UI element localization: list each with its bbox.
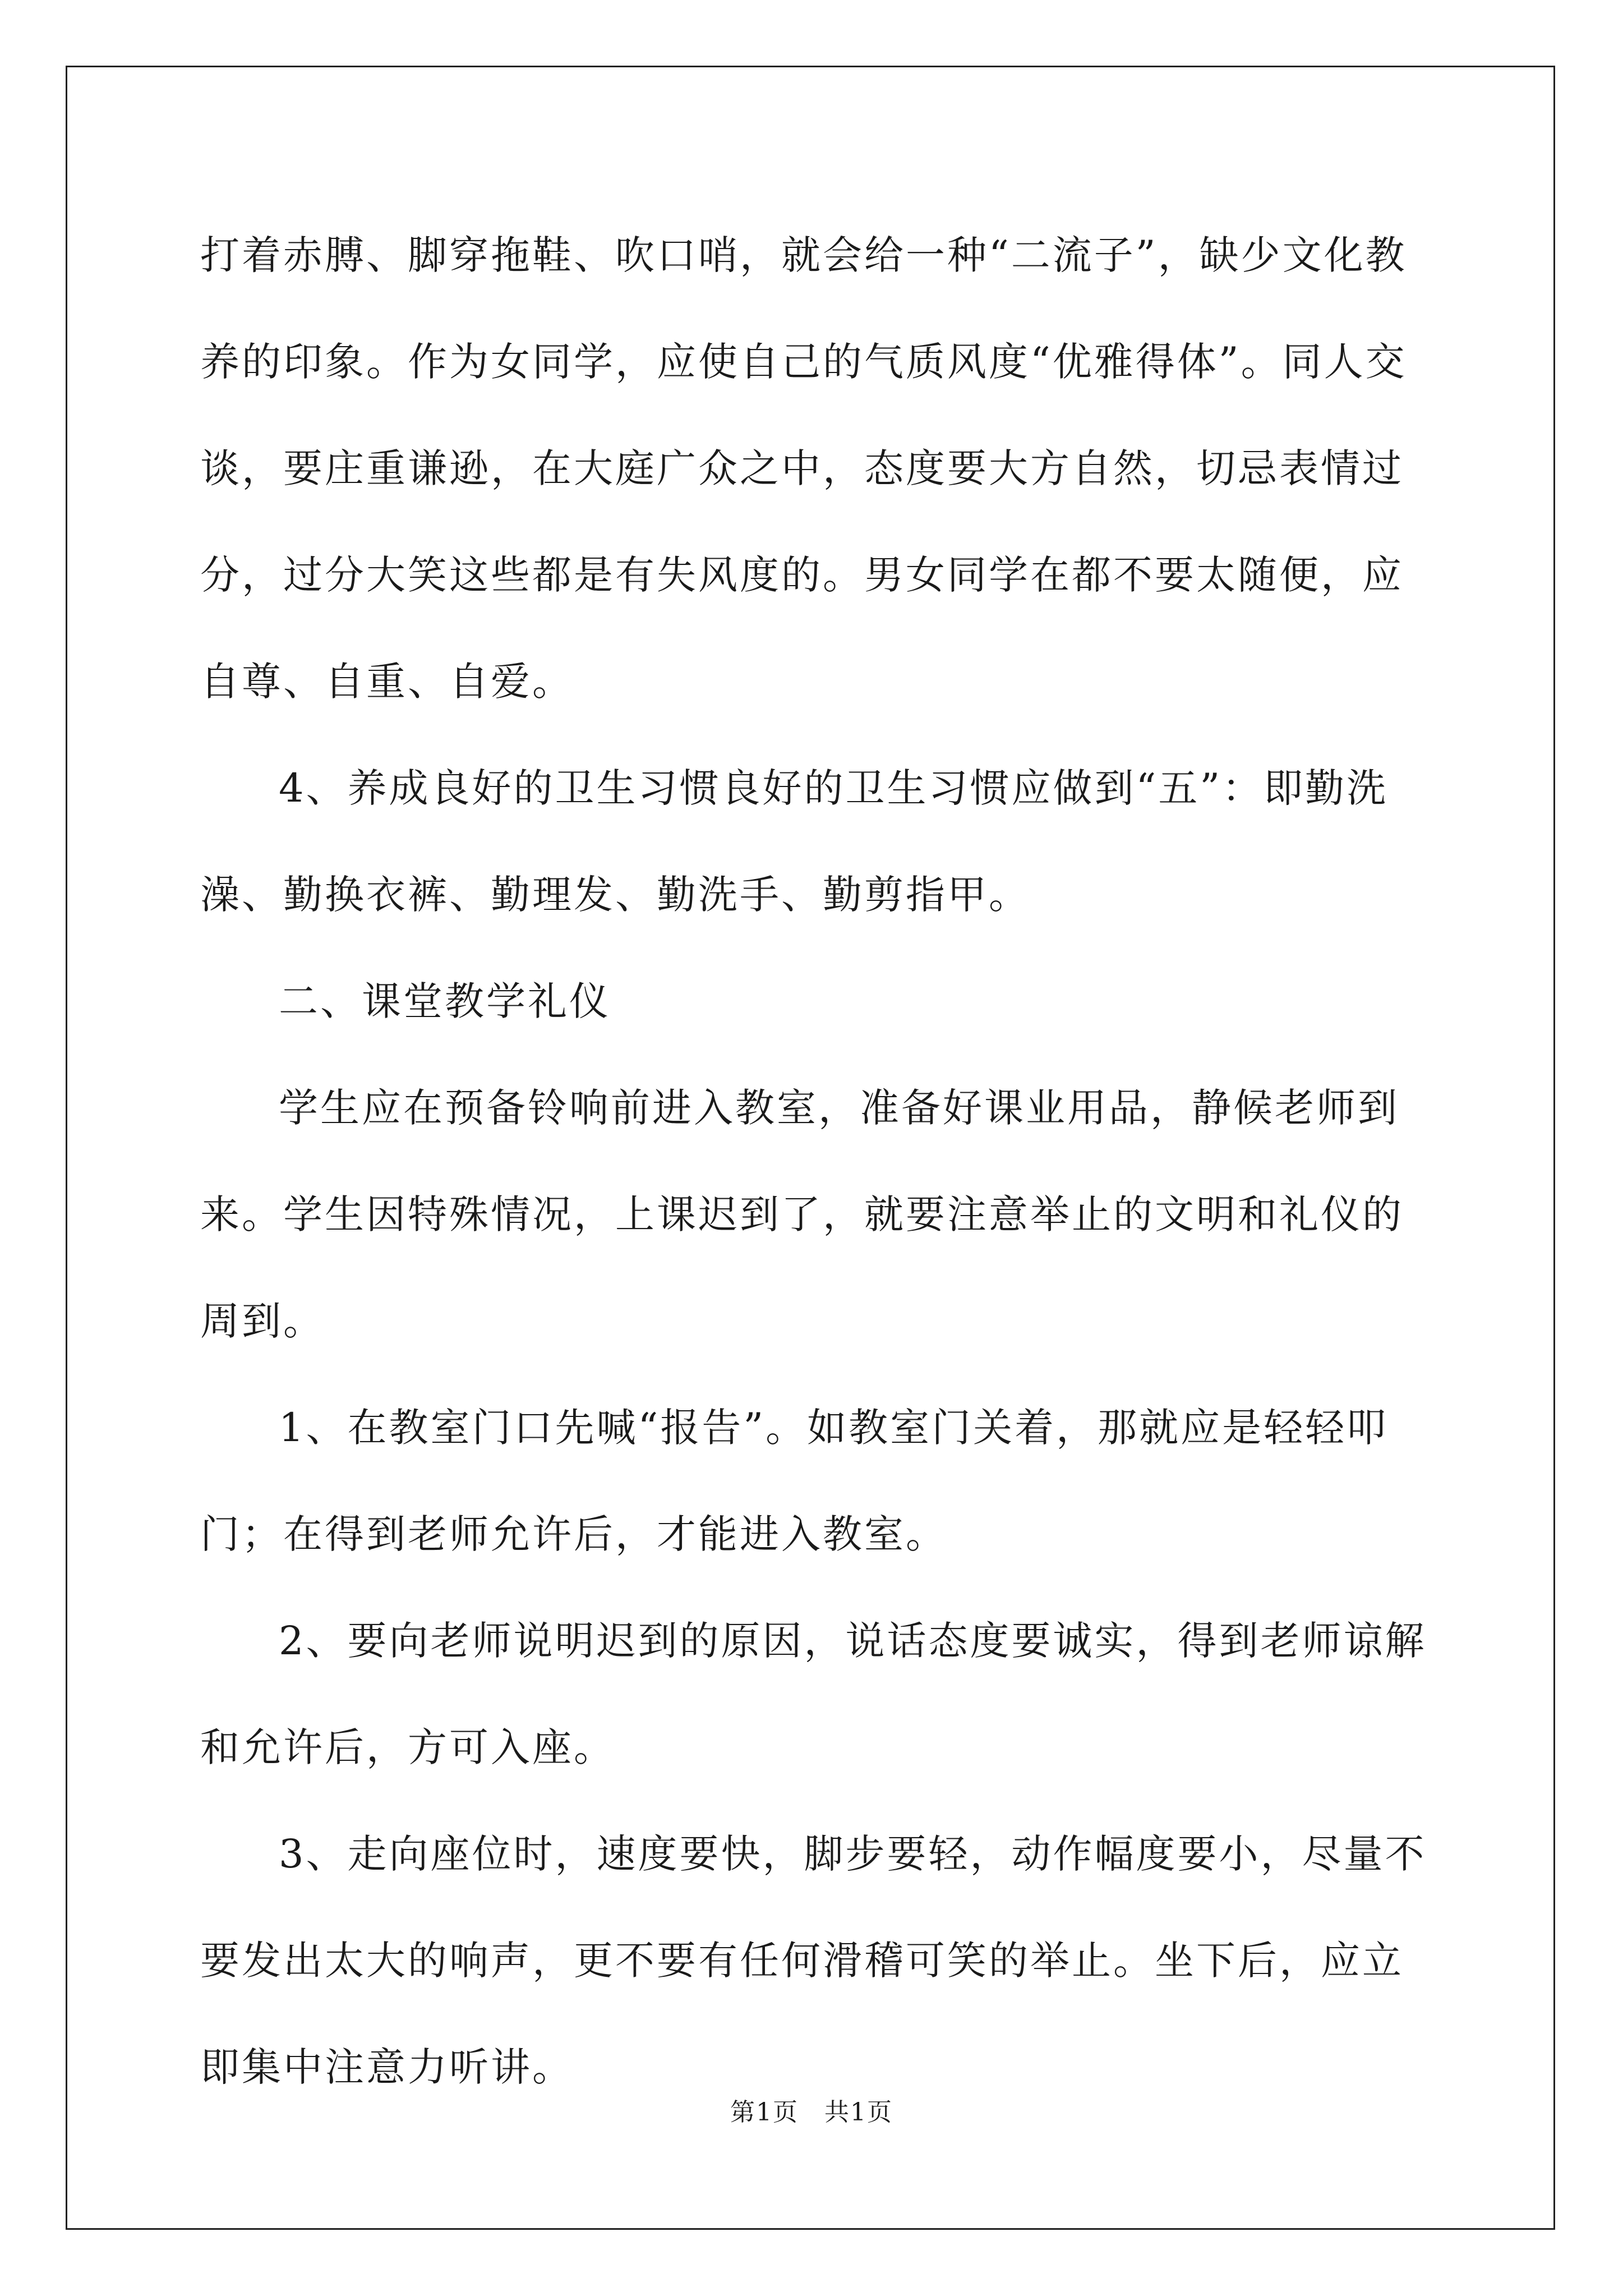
page-footer (0, 2096, 1623, 2129)
page-number: 第1页 (730, 2098, 799, 2127)
section-heading-classroom-etiquette: 二、课堂教学礼仪 (279, 978, 611, 1024)
paragraph-classroom-intro: 学生应在预备铃响前进入教室，准备好课业用品，静候老师到来。学生因特殊情况，上课迟到了，就要注意举止的文明和礼仪的周到。 (200, 1085, 1404, 1344)
document-body (200, 202, 1434, 2120)
paragraph-continuation: 打着赤膊、脚穿拖鞋、吹口哨，就会给一种“二流子”，缺少文化教养的印象。作为女同学，应使自己的气质风度“优雅得体”。同人交谈，要庄重谦逊，在大庭广众之中，态度要大方自然，切忌表情过分，过分大笑这些都是有失风度的。男女同学在都不要太随便，应自尊、自重、自爱。 (200, 232, 1407, 705)
paragraph-item-3: 3、走向座位时，速度要快，脚步要轻，动作幅度要小，尽量不要发出太大的响声，更不要有任何滑稽可笑的举止。坐下后，应立即集中注意力听讲。 (200, 1831, 1427, 2090)
paragraph-item-2: 2、要向老师说明迟到的原因，说话态度要诚实，得到老师谅解和允许后，方可入座。 (200, 1618, 1427, 1770)
page-total: 共1页 (824, 2098, 893, 2127)
paragraph-hygiene-habits: 4、养成良好的卫生习惯良好的卫生习惯应做到“五”：即勤洗澡、勤换衣裤、勤理发、勤洗手、勤剪指甲。 (200, 765, 1389, 918)
paragraph-item-1: 1、在教室门口先喊“报告”。如教室门关着，那就应是轻轻叩门；在得到老师允许后，才能进入教室。 (200, 1405, 1389, 1557)
